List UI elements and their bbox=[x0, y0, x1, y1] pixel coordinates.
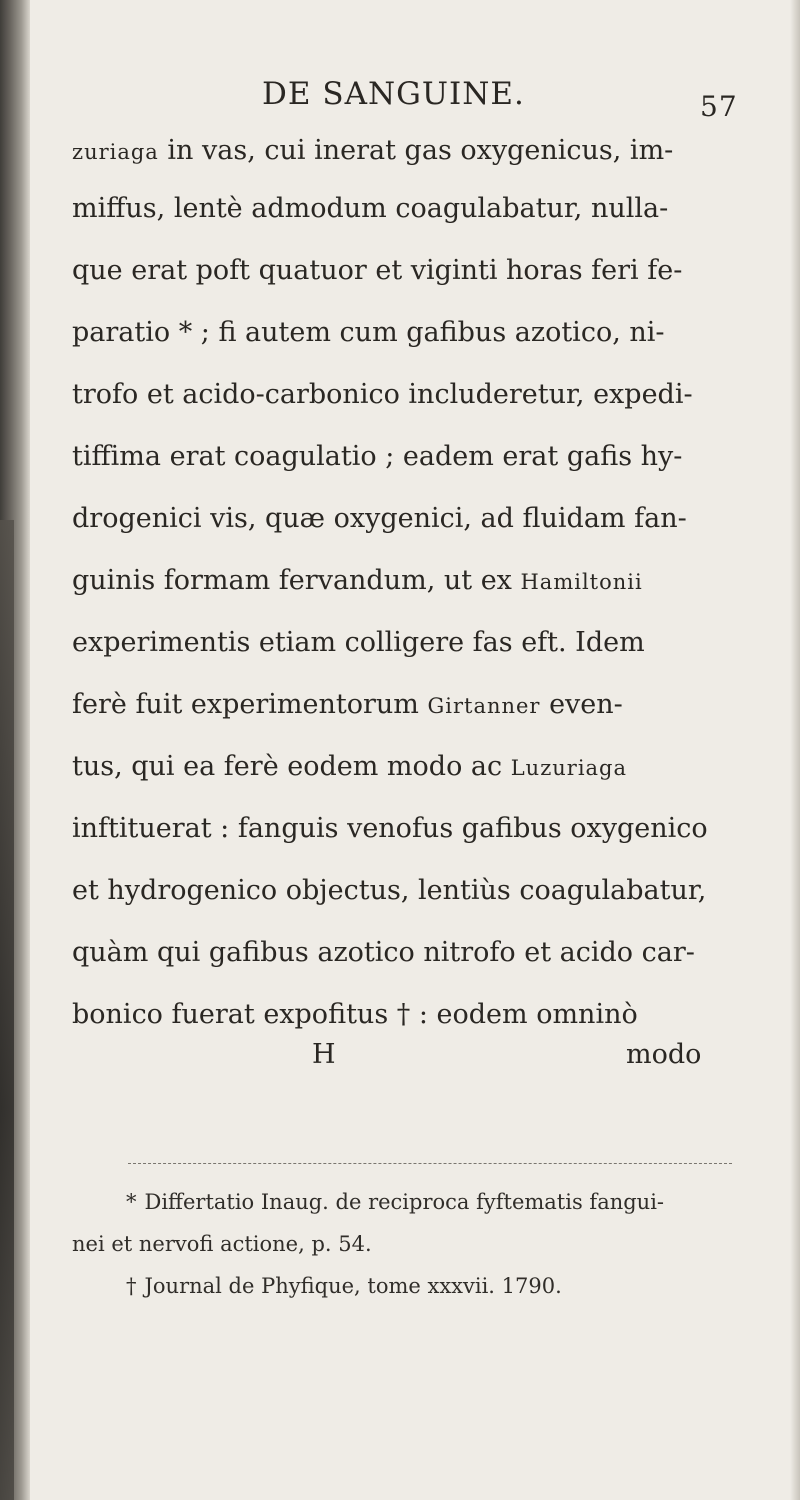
text-line: inftituerat : fanguis venofus gafibus oxygenico bbox=[72, 813, 708, 844]
footnote-rule bbox=[128, 1163, 732, 1164]
text-line: miffus, lentè admodum coagulabatur, nulla- bbox=[72, 193, 669, 224]
text-line: ferè fuit experimentorum Girtanner even- bbox=[72, 689, 623, 720]
text-line: et hydrogenico objectus, lentiùs coagulabatur, bbox=[72, 875, 707, 906]
text-line: quàm qui gafibus azotico nitrofo et acido car- bbox=[72, 937, 695, 968]
footnotes bbox=[72, 1181, 744, 1307]
text-line: drogenici vis, quæ oxygenici, ad fluidam fan- bbox=[72, 503, 687, 534]
text-line: paratio * ; fi autem cum gafibus azotico, ni- bbox=[72, 317, 665, 348]
signature-mark: H bbox=[312, 1039, 336, 1070]
text-line: trofo et acido-carbonico includeretur, expedi- bbox=[72, 379, 693, 410]
catchword: modo bbox=[626, 1039, 702, 1070]
running-title: DE SANGUINE. bbox=[262, 76, 525, 112]
page-edge bbox=[790, 0, 800, 1500]
text-line: zuriaga in vas, cui inerat gas oxygenicus, im- bbox=[72, 135, 674, 166]
body-text bbox=[72, 120, 744, 1046]
footnote-mark-dagger: † bbox=[126, 1274, 137, 1298]
footnote-2: † Journal de Phyfique, tome xxxvii. 1790. bbox=[126, 1274, 562, 1298]
book-binding-edge bbox=[0, 520, 14, 1500]
text-line: guinis formam fervandum, ut ex Hamiltonii bbox=[72, 565, 643, 596]
text-line: tus, qui ea ferè eodem modo ac Luzuriaga bbox=[72, 751, 628, 782]
footnote-1: * Differtatio Inaug. de reciproca fyftematis fangui- bbox=[126, 1190, 665, 1214]
page-number: 57 bbox=[700, 90, 738, 123]
footnote-1-continuation: nei et nervofi actione, p. 54. bbox=[72, 1232, 372, 1256]
text-line: que erat poft quatuor et viginti horas feri fe- bbox=[72, 255, 683, 286]
text-line: tiffima erat coagulatio ; eadem erat gafis hy- bbox=[72, 441, 683, 472]
text-line: experimentis etiam colligere fas eft. Idem bbox=[72, 627, 645, 658]
footnote-mark-asterisk: * bbox=[126, 1190, 137, 1214]
running-header bbox=[262, 76, 742, 123]
text-line: bonico fuerat expofitus † : eodem omninò bbox=[72, 999, 638, 1030]
